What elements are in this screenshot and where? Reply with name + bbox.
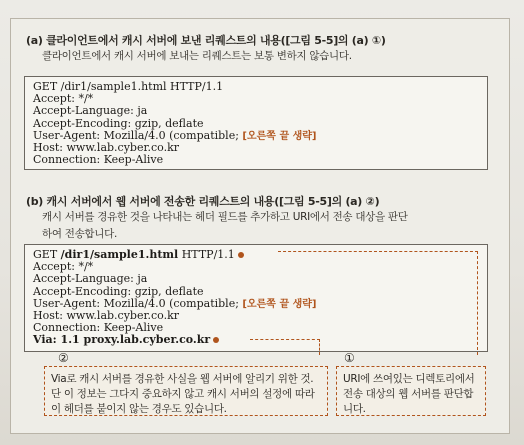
code-line: Host: www.lab.cyber.co.kr [33,140,180,154]
code-line: Connection: Keep-Alive [33,153,164,167]
code-method: GET [33,248,61,261]
code-line: Accept: */* [33,260,94,274]
section-b-request-code [24,244,488,352]
code-line: Accept-Encoding: gzip, deflate [33,284,204,298]
code-line: GET /dir1/sample1.html HTTP/1.1 [33,80,224,93]
leader-line-uri [278,251,478,252]
omitted-note: [오른쪽 끝 생략] [242,298,317,310]
section-b-description-line: 캐시 서버를 경유한 것을 나타내는 헤더 필드를 추가하고 URI에서 전송 대상을 판단 [42,211,408,223]
leader-line-via [250,339,320,340]
code-line: Accept-Language: ja [33,272,148,286]
marker-dot [213,337,219,343]
code-line: Accept-Encoding: gzip, deflate [33,116,204,130]
section-b-description-line: 하여 전송합니다. [42,228,117,240]
code-line: Accept-Language: ja [33,104,148,118]
via-header: Via: 1.1 proxy.lab.cyber.co.kr [33,333,211,347]
code-line-text: User-Agent: Mozilla/4.0 (compatible; [33,296,239,310]
section-a-title: (a) 클라이언트에서 캐시 서버에 보낸 리퀘스트의 내용([그림 5-5]의 (a) ①) [26,34,386,47]
section-a-request-code [24,76,488,170]
code-line: Host: www.lab.cyber.co.kr [33,308,180,322]
code-line: Connection: Keep-Alive [33,321,164,335]
callout-1-badge: ① [344,351,355,365]
section-a-description: 클라이언트에서 캐시 서버에 보내는 리퀘스트는 보통 변하지 않습니다. [42,50,352,62]
callout-2: Via로 캐시 서버를 경유한 사실을 웹 서버에 알리기 위한 것. 단 이 정보는 그다지 중요하지 않고 캐시 서버의 설정에 따라 이 헤더를 붙이지 않는 경우도 있습니다. [44,366,328,416]
section-b-description [42,209,492,243]
marker-dot [238,252,244,258]
leader-line-uri-down [477,251,478,355]
code-uri: /dir1/sample1.html [60,248,179,261]
callout-1: URI에 쓰여있는 디렉토리에서 전송 대상의 웹 서버를 판단합니다. [336,366,486,416]
code-line-via [33,334,479,346]
code-line: Accept: */* [33,92,94,106]
code-version: HTTP/1.1 [178,248,235,261]
omitted-note: [오른쪽 끝 생략] [242,130,317,142]
leader-line-via-down [319,339,320,355]
code-line-text: User-Agent: Mozilla/4.0 (compatible; [33,128,239,142]
callout-2-badge: ② [58,351,69,365]
section-b-title: (b) 캐시 서버에서 웹 서버에 전송한 리퀘스트의 내용([그림 5-5]의 (a) ②) [26,195,380,208]
